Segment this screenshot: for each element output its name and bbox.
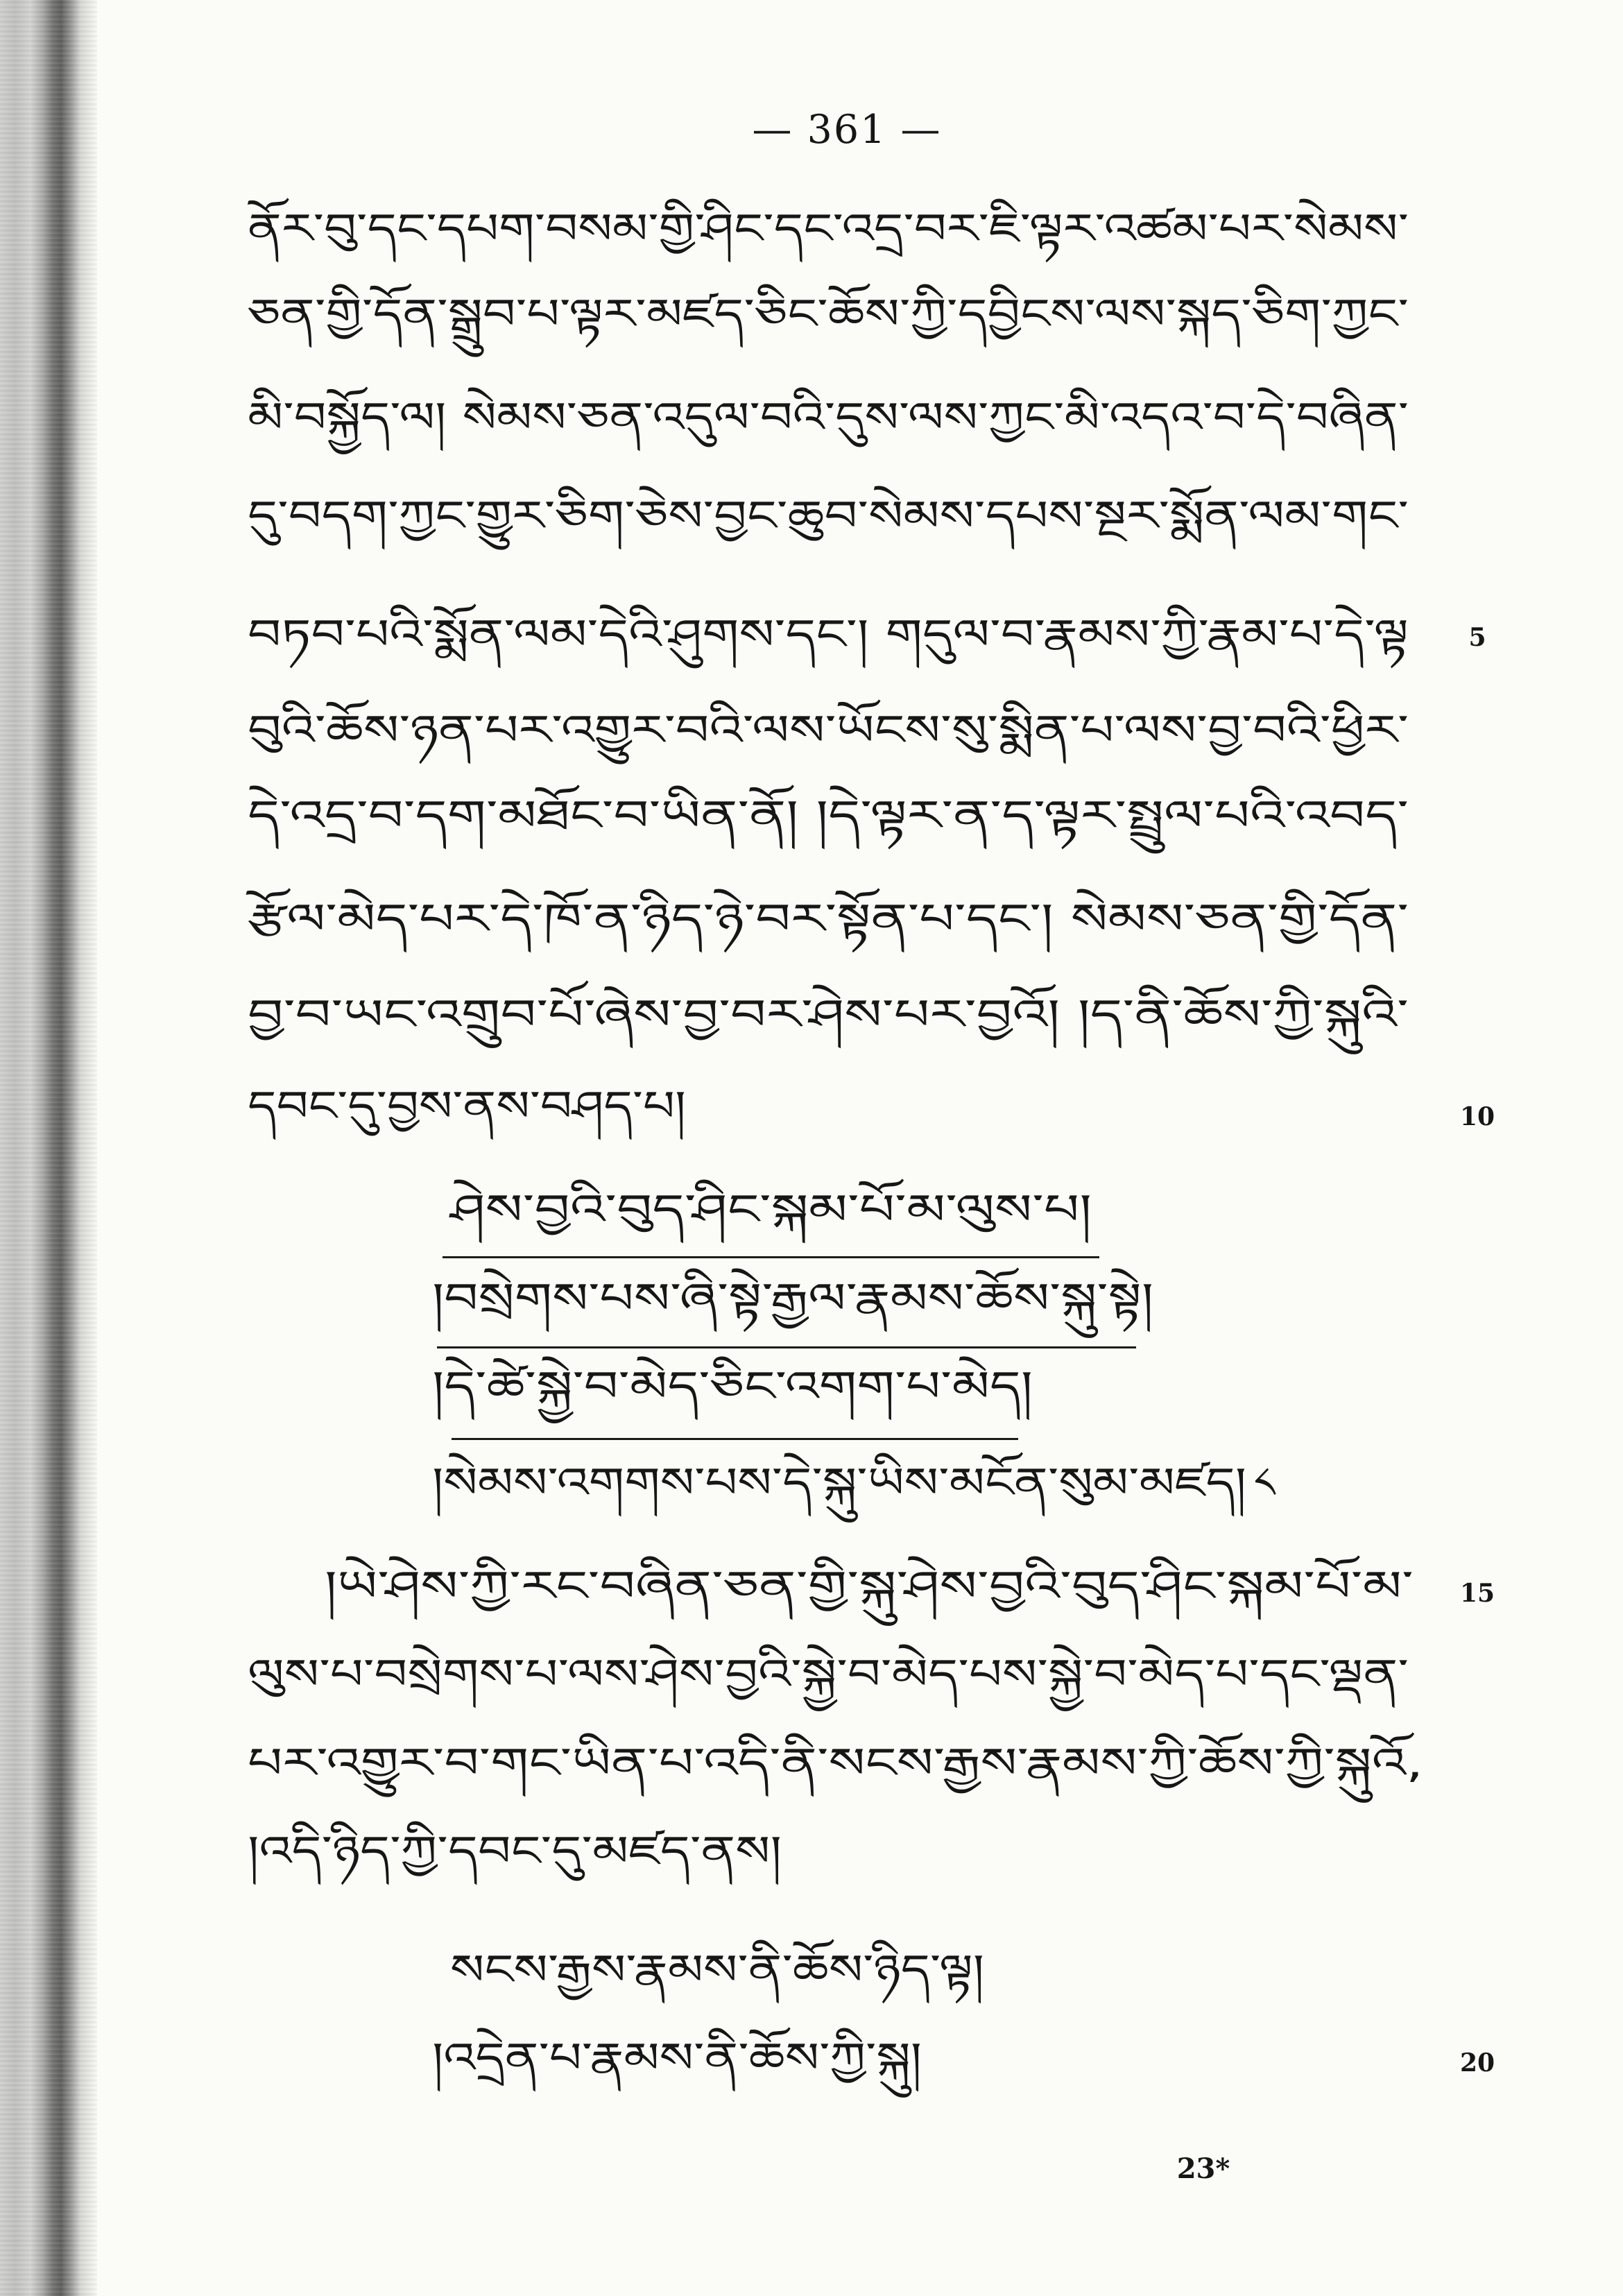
verse-line: །བསྲེགས་པས་ཞི་སྟེ་རྒྱལ་རྣམས་ཆོས་སྐུ་སྟེ། <box>432 1274 1153 1323</box>
verse-line: །འདྲེན་པ་རྣམས་ནི་ཆོས་ཀྱི་སྐུ། <box>432 2034 922 2082</box>
commentary-line: དེ་འདྲ་བ་དག་མཐོང་བ་ཡིན་ནོ། །དེ་ལྟར་ན་ད་ལྟར་སྤྲུལ་པའི་འབད་ <box>248 791 1409 840</box>
verse-underline <box>452 1438 1018 1440</box>
verse-number: ༨ <box>1254 1459 1276 1507</box>
line-number: 5 <box>1468 623 1486 652</box>
commentary-line: ལུས་པ་བསྲེགས་པ་ལས་ཤེས་བྱའི་སྐྱེ་བ་མེད་པས་སྐྱེ་བ་མེད་པ་དང་ལྡན་ <box>248 1650 1409 1699</box>
commentary-line: བཏབ་པའི་སྨོན་ལམ་དེའི་ཤུགས་དང་། གདུལ་བ་རྣམས་ཀྱི་རྣམ་པ་དེ་ལྟ <box>248 610 1409 659</box>
line-number: 15 <box>1459 1579 1495 1608</box>
verse-underline <box>437 1346 1136 1348</box>
commentary-line: རྩོལ་མེད་པར་དེ་ཁོ་ན་ཉིད་ཉེ་བར་སྟོན་པ་དང་། སེམས་ཅན་གྱི་དོན་ <box>248 895 1409 943</box>
page-number: — 361 — <box>752 107 942 153</box>
commentary-line: བྱ་བ་ཡང་འགྲུབ་པོ་ཞེས་བྱ་བར་ཤེས་པར་བྱའོ། །ད་ནི་ཆོས་ཀྱི་སྐུའི་ <box>248 991 1409 1039</box>
verse-underline <box>443 1256 1099 1258</box>
commentary-line: དུ་བདག་ཀྱང་གྱུར་ཅིག་ཅེས་བྱང་ཆུབ་སེམས་དཔས་སྔར་སྨོན་ལམ་གང་ <box>248 492 1409 540</box>
signature-mark: 23* <box>1176 2152 1230 2185</box>
line-number: 20 <box>1459 2048 1495 2077</box>
commentary-line: །ཡེ་ཤེས་ཀྱི་རང་བཞིན་ཅན་གྱི་སྐུ་ཤེས་བྱའི་བུད་ཤིང་སྐམ་པོ་མ་ <box>325 1562 1414 1611</box>
verse-line: །དེ་ཚེ་སྐྱེ་བ་མེད་ཅིང་འགག་པ་མེད། <box>432 1362 1033 1411</box>
verse-line: ཤེས་བྱའི་བུད་ཤིང་སྐམ་པོ་མ་ལུས་པ། <box>450 1185 1092 1234</box>
commentary-line: པར་འགྱུར་བ་གང་ཡིན་པ་འདི་ནི་སངས་རྒྱས་རྣམས་ཀྱི་ཆོས་ཀྱི་སྐུའོ, <box>248 1739 1424 1788</box>
commentary-line: ནོར་བུ་དང་དཔག་བསམ་གྱི་ཤིང་དང་འདྲ་བར་ཇི་ལྟར་འཚམ་པར་སེམས་ <box>248 205 1409 253</box>
commentary-line: །འདི་ཉིད་ཀྱི་དབང་དུ་མཛད་ནས། <box>248 1827 782 1876</box>
commentary-line: ཅན་གྱི་དོན་སྒྲུབ་པ་ལྟར་མཛད་ཅིང་ཆོས་ཀྱི་དབྱིངས་ལས་སྐད་ཅིག་ཀྱང་ <box>248 290 1409 339</box>
commentary-line: མི་བསྐྱོད་ལ། སེམས་ཅན་འདུལ་བའི་དུས་ལས་ཀྱང་མི་འདའ་བ་དེ་བཞིན་ <box>248 393 1409 442</box>
commentary-line: དབང་དུ་བྱས་ནས་བཤད་པ། <box>248 1082 687 1131</box>
verse-line: སངས་རྒྱས་རྣམས་ནི་ཆོས་ཉིད་ལྟ། <box>450 1946 984 1994</box>
line-number: 10 <box>1459 1102 1495 1131</box>
commentary-line: བུའི་ཆོས་ཉན་པར་འགྱུར་བའི་ལས་ཡོངས་སུ་སྨིན་པ་ལས་བྱ་བའི་ཕྱིར་ <box>248 706 1409 755</box>
verse-line: །སེམས་འགགས་པས་དེ་སྐུ་ཡིས་མངོན་སུམ་མཛད། <box>432 1459 1246 1507</box>
